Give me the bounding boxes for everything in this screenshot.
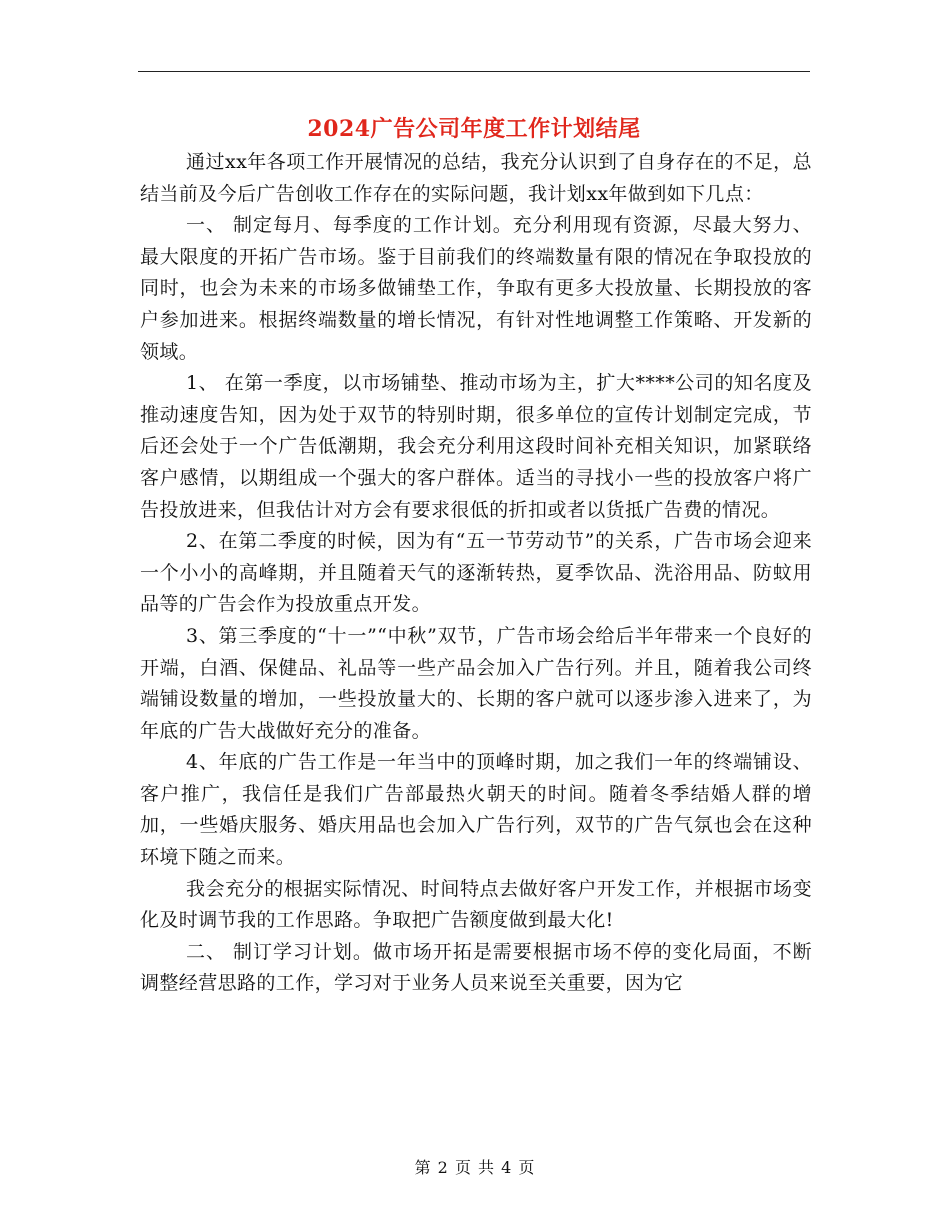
paragraph-section-1: 一、 制定每月、每季度的工作计划。充分利用现有资源，尽最大努力、最大限度的开拓广告市场。鉴于目前我们的终端数量有限的情况在争取投放的同时，也会为未来的市场多做铺垫工作，争取有更多大投放量、长期投放的客户参加进来。根据终端数量的增长情况，有针对性地调整工作策略、开发新的领域。 — [140, 214, 812, 363]
document-body — [140, 147, 812, 1000]
paragraph-summary: 我会充分的根据实际情况、时间特点去做好客户开发工作，并根据市场变化及时调节我的工作思路。争取把广告额度做到最大化! — [140, 877, 812, 932]
paragraph-q1: 1、 在第一季度，以市场铺垫、推动市场为主，扩大****公司的知名度及推动速度告知，因为处于双节的特别时期，很多单位的宣传计划制定完成，节后还会处于一个广告低潮期，我会充分利用这段时间补充相关知识，加紧联络客户感情，以期组成一个强大的客户群体。适当的寻找小一些的投放客户将广告投放进来，但我估计对方会有要求很低的折扣或者以货抵广告费的情况。 — [140, 372, 812, 521]
paragraph-section-2: 二、 制订学习计划。做市场开拓是需要根据市场不停的变化局面，不断调整经营思路的工作，学习对于业务人员来说至关重要，因为它 — [140, 940, 812, 995]
paragraph-q4: 4、年底的广告工作是一年当中的顶峰时期，加之我们一年的终端铺设、客户推广，我信任是我们广告部最热火朝天的时间。随着冬季结婚人群的增加，一些婚庆服务、婚庆用品也会加入广告行列，双节的广告气氛也会在这种环境下随之而来。 — [140, 751, 812, 869]
document-title: 2024广告公司年度工作计划结尾 — [307, 116, 641, 142]
paragraph-q2: 2、在第二季度的时候，因为有“五一节劳动节”的关系，广告市场会迎来一个小小的高峰期，并且随着天气的逐渐转热，夏季饮品、洗浴用品、防蚊用品等的广告会作为投放重点开发。 — [140, 530, 812, 616]
header-rule — [138, 71, 810, 72]
paragraph-intro: 通过xx年各项工作开展情况的总结，我充分认识到了自身存在的不足，总结当前及今后广告创收工作存在的实际问题，我计划xx年做到如下几点： — [140, 151, 812, 205]
paragraph-q3: 3、第三季度的“十一”“中秋”双节，广告市场会给后半年带来一个良好的开端，白酒、保健品、礼品等一些产品会加入广告行列。并且，随着我公司终端铺设数量的增加，一些投放量大的、长期的客户就可以逐步渗入进来了，为年底的广告大战做好充分的准备。 — [140, 624, 812, 742]
page-number-footer: 第 2 页 共 4 页 — [414, 1158, 536, 1177]
